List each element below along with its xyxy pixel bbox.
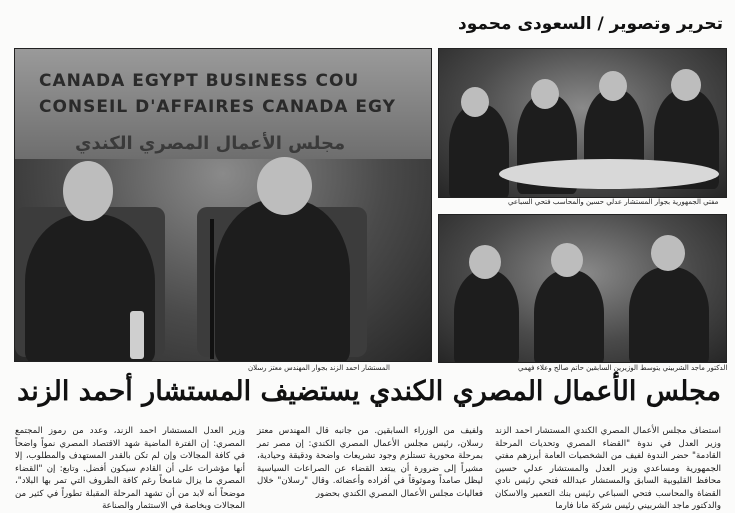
- top-right-photo: [438, 48, 727, 198]
- guest-head: [461, 87, 489, 117]
- guest-head: [671, 69, 701, 101]
- banner-arabic-text: مجلس الأعمال المصري الكندي: [75, 133, 346, 154]
- main-photo-caption: المستشار احمد الزند بجوار المهندس معتز رسلان: [248, 364, 390, 372]
- main-photo: [14, 48, 432, 362]
- article-headline: مجلس الأعمال المصري الكندي يستضيف المستشار أحمد الزند: [17, 376, 721, 407]
- article-paragraph: ولفيف من الوزراء السابقين. من جانبه قال المهندس معتز رسلان، رئيس مجلس الأعمال المصري الكندي: إن مصر تمر بمرحلة محورية تستلزم وجود تشريعات واضحة ودقيقة وحيادية، مشيراً إلى ضرورة أن يبتعد القضاء عن الصراعات السياسية ليظل صامداً وموثوقاً في أفراده وأعضائه. وقال "رسلان" خلال فعاليات مجلس الأعمال المصري الكندي بحضور: [257, 426, 483, 499]
- guest-head: [651, 235, 685, 271]
- article-column-right: [495, 425, 721, 513]
- bottom-right-photo: [438, 214, 727, 363]
- article-paragraph: وزير العدل المستشار احمد الزند، وعدد من رموز المجتمع المصري: إن الفترة الماضية شهد الاقتصاد المصري نمواً واضحاً في كافة المجالات وإن لم تكن بالقدر المستهدف والمطلوب، إلا أنها مؤشرات على أن القادم سيكون أفضل. وتابع: إن "القضاء المصري ما يزال شامخاً رغم كافة الظروف التي تمر بها البلاد"، موضحاً أنه لابد من أن تشهد المرحلة المقبلة تطوراً في كثير من المجالات وبخاصة في الاستثمار والصناعة: [15, 426, 245, 511]
- guest-head: [469, 245, 501, 279]
- bottom-right-photo-caption: الدكتور ماجد الشربيني يتوسط الوزيرين السابقين حاتم صالح وعلاء فهمي: [518, 364, 728, 372]
- banner-english-text: CANADA EGYPT BUSINESS COU: [39, 71, 360, 91]
- guest-figure: [449, 104, 509, 198]
- banner-french-text: CONSEIL D'AFFAIRES CANADA EGY: [39, 97, 396, 117]
- dining-table: [499, 159, 719, 189]
- guest-figure: [454, 270, 519, 363]
- top-right-photo-caption: مفتي الجمهورية بجوار المستشار عدلي حسين والمحاسب فتحي السباعي: [508, 198, 719, 206]
- guest-figure: [534, 270, 604, 363]
- speaker-right-head: [257, 157, 312, 215]
- article-paragraph: استضاف مجلس الأعمال المصري الكندي المستشار احمد الزند وزير العدل في ندوة "القضاء المصري وتحديات المرحلة القادمة" حضر الندوة لفيف من الشخصيات العامة أبرزهم مفتي الجمهورية ومساعدي وزير العدل والمستشار عدلي حسين محافظ القليوبية السابق والمستشار عبدالله فتحي رئيس نادي القضاة والمحاسب فتحي السباعي رئيس بنك التعمير والاسكان والدكتور ماجد الشربيني رئيس شركة مانا فارما: [495, 426, 721, 511]
- water-bottle: [130, 311, 144, 359]
- event-banner: [15, 49, 431, 159]
- speaker-right-figure: [215, 199, 350, 362]
- guest-figure: [629, 267, 709, 363]
- guest-head: [551, 243, 583, 277]
- guest-head: [531, 79, 559, 109]
- article-column-middle: [257, 425, 483, 500]
- article-column-left: [15, 425, 245, 513]
- guest-head: [599, 71, 627, 101]
- microphone-stand: [210, 219, 214, 359]
- photo-credit: تحرير وتصوير / السعودى محمود: [458, 14, 723, 34]
- speaker-left-head: [63, 161, 113, 221]
